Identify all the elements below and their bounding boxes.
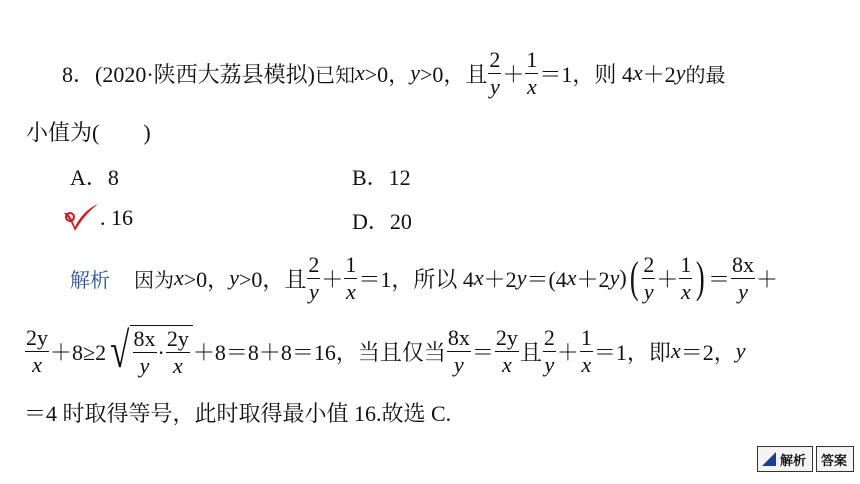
question-source: (2020·陕西大荔县模拟) bbox=[95, 61, 315, 87]
solution-line-2: $\frac{2y}{x}$ ＋8≥2 √ $\frac{8x}{y}$ · $\frac{2y}{x}$ ＋8＝8＋8＝16，当且仅当 $\frac{8x}{y}$ ＝ $\frac{2y}{x}$ 且 $\frac{2}{y}$ ＋ $\frac{1}{x}$ ＝1，即 x ＝2， y bbox=[26, 322, 746, 378]
jiexi-button[interactable]: 解析 bbox=[757, 446, 813, 472]
question-line-2: 小值为( ) bbox=[26, 120, 151, 145]
fraction-2-over-y: $\frac{2}{y}$ bbox=[489, 46, 501, 99]
checkmark-icon bbox=[62, 203, 100, 233]
option-d[interactable]: D．20 bbox=[352, 209, 412, 234]
option-b[interactable]: B．12 bbox=[352, 165, 411, 190]
solution-line-3: ＝4 时取得等号，此时取得最小值 16.故选 C. bbox=[24, 401, 452, 426]
triangle-icon bbox=[762, 452, 776, 466]
question-number: 8． bbox=[62, 61, 96, 87]
solution-line-1: 解析 因为 x >0， y >0，且 $\frac{2}{y}$ ＋ $\frac{1}{x}$ ＝1，所以 4 x ＋2 y ＝(4 x ＋2 y ) ( $\frac{2}{y}$ ＋ $\frac{1}{x}$ ) ＝ $\frac{8x}{y}$ ＋ bbox=[70, 251, 779, 304]
fraction-1-over-x: $\frac{1}{x}$ bbox=[526, 46, 538, 99]
nav-button-bar bbox=[757, 446, 854, 472]
option-a[interactable]: A．8 bbox=[70, 165, 119, 190]
daan-button[interactable]: 答案 bbox=[816, 446, 854, 472]
solution-label: 解析 bbox=[70, 267, 110, 292]
question-line-1: 8． (2020·陕西大荔县模拟) 已知 x >0， y >0，且 $\frac{2}{y}$ ＋ $\frac{1}{x}$ ＝1，则 4 x ＋2 y 的最 bbox=[62, 46, 726, 99]
option-c[interactable]: . 16 bbox=[62, 203, 133, 233]
sqrt-expression: √ $\frac{8x}{y}$ · $\frac{2y}{x}$ bbox=[106, 325, 193, 377]
